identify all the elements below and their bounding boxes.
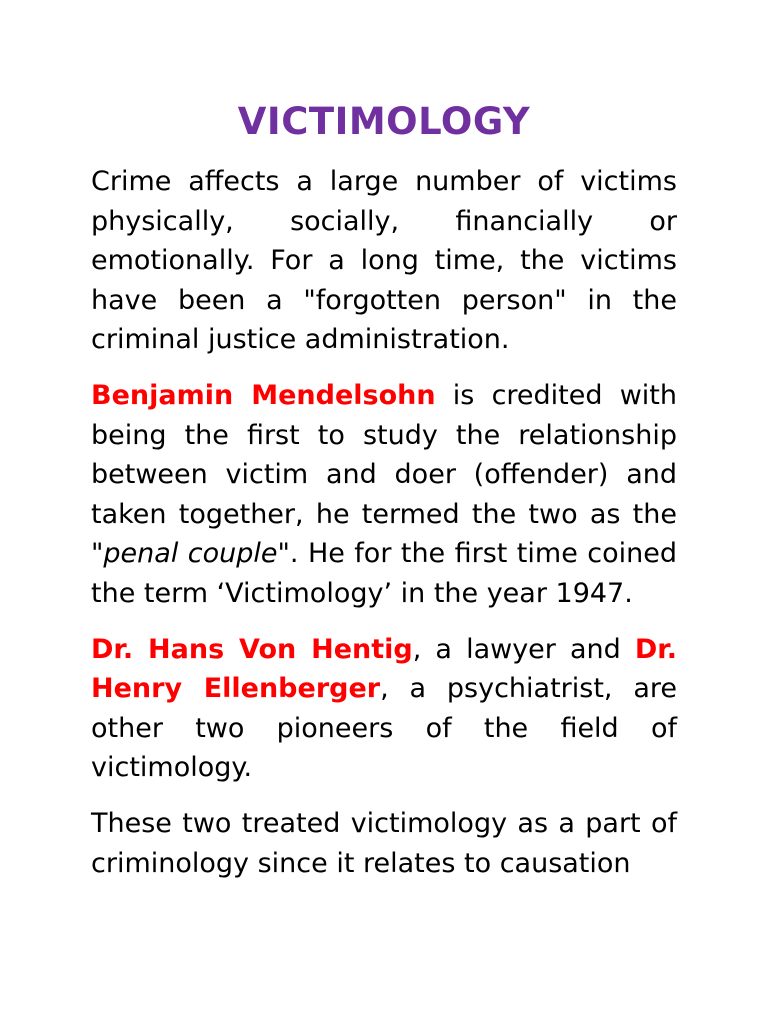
paragraph-criminology: These two treated victimology as a part of criminology since it relates to causation <box>91 807 677 879</box>
page-title: VICTIMOLOGY <box>237 100 531 143</box>
paragraph-mendelsohn <box>91 376 677 614</box>
paragraph-pioneers <box>91 630 677 788</box>
paragraph-text: , a lawyer and <box>412 633 635 665</box>
name-benjamin-mendelsohn: Benjamin Mendelsohn <box>91 379 436 411</box>
paragraph-text: , a psychiatrist, are other two pioneers of the field of victimology. <box>91 673 677 784</box>
name-hans-von-hentig: Dr. Hans Von Hentig <box>91 633 413 665</box>
paragraph-crime-affects: Crime affects a large number of victims physically, socially, financially or emotionally. For a long time, the victims have been a "forgotten person" in the criminal justice administration. <box>91 166 677 356</box>
italic-penal-couple: penal couple <box>103 538 278 570</box>
paragraph-text: ". He for the first time coined the term ‘Victimology’ in the year 1947. <box>91 538 677 609</box>
name-henry-ellenberger: Dr. Henry Ellenberger <box>91 633 677 705</box>
paragraph-text: is credited with being the first to study the relationship between victim and doer (offender) and taken together, he termed the two as the " <box>91 379 677 570</box>
